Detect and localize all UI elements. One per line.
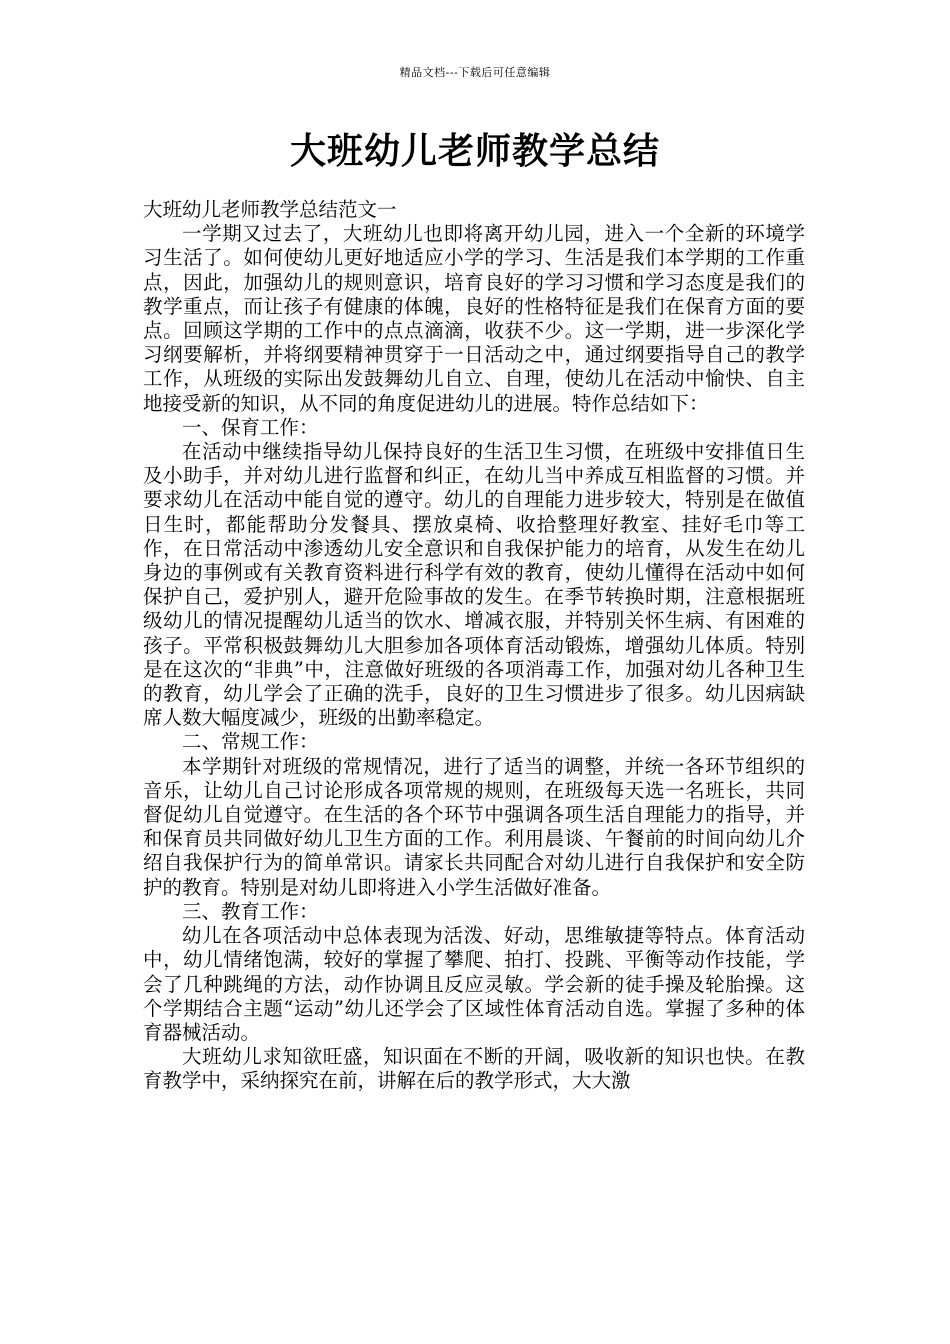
- document-body: [143, 198, 805, 1094]
- section-heading: 一、保育工作：: [182, 415, 319, 439]
- paragraph: 一学期又过去了，大班幼儿也即将离开幼儿园，进入一个全新的环境学习生活了。如何使幼儿更好地适应小学的学习、生活是我们本学期的工作重点，因此，加强幼儿的规则意识，培育良好的学习习惯和学习态度是我们的教学重点，而让孩子有健康的体魄，良好的性格特征是我们在保育方面的要点。回顾这学期的工作中的点点滴滴，收获不少。这一学期，进一步深化学习纲要解析，并将纲要精神贯穿于一日活动之中，通过纲要指导自己的教学工作，从班级的实际出发鼓舞幼儿自立、自理，使幼儿在活动中愉快、自主地接受新的知识，从不同的角度促进幼儿的进展。特作总结如下：: [143, 222, 805, 415]
- section-heading: 二、常规工作：: [182, 730, 319, 754]
- paragraph: 幼儿在各项活动中总体表现为活泼、好动，思维敏捷等特点。体育活动中，幼儿情绪饱满，较好的掌握了攀爬、拍打、投跳、平衡等动作技能，学会了几种跳绳的方法，动作协调且反应灵敏。学会新的徒手操及轮胎操。这个学期结合主题“运动”幼儿还学会了区域性体育活动自选。掌握了多种的体育器械活动。: [143, 924, 805, 1044]
- header-note: 精品文档---下载后可任意编辑: [399, 66, 551, 79]
- paragraph: 本学期针对班级的常规情况，进行了适当的调整，并统一各环节组织的音乐，让幼儿自己讨论形成各项常规的规则，在班级每天选一名班长，共同督促幼儿自觉遵守。在生活的各个环节中强调各项生活自理能力的指导，并和保育员共同做好幼儿卫生方面的工作。利用晨谈、午餐前的时间向幼儿介绍自我保护行为的简单常识。请家长共同配合对幼儿进行自我保护和安全防护的教育。特别是对幼儿即将进入小学生活做好准备。: [143, 754, 805, 899]
- document-title: 大班幼儿老师教学总结: [289, 131, 660, 172]
- paragraph: 大班幼儿老师教学总结范文一: [143, 198, 397, 221]
- paragraph: 大班幼儿求知欲旺盛，知识面在不断的开阔，吸收新的知识也快。在教育教学中，采纳探究在前，讲解在后的教学形式，大大激: [143, 1045, 805, 1093]
- section-heading: 三、教育工作：: [182, 899, 319, 923]
- paragraph: 在活动中继续指导幼儿保持良好的生活卫生习惯，在班级中安排值日生及小助手，并对幼儿进行监督和纠正，在幼儿当中养成互相监督的习惯。并要求幼儿在活动中能自觉的遵守。幼儿的自理能力进步较大，特别是在做值日生时，都能帮助分发餐具、摆放桌椅、收拾整理好教室、挂好毛巾等工作，在日常活动中渗透幼儿安全意识和自我保护能力的培育，从发生在幼儿身边的事例或有关教育资料进行科学有效的教育，使幼儿懂得在活动中如何保护自己，爱护别人，避开危险事故的发生。在季节转换时期，注意根据班级幼儿的情况提醒幼儿适当的饮水、增减衣服，并特别关怀生病、有困难的孩子。平常积极鼓舞幼儿大胆参加各项体育活动锻炼，增强幼儿体质。特别是在这次的“非典”中，注意做好班级的各项消毒工作，加强对幼儿各种卫生的教育，幼儿学会了正确的洗手，良好的卫生习惯进步了很多。幼儿因病缺席人数大幅度减少，班级的出勤率稳定。: [143, 440, 805, 730]
